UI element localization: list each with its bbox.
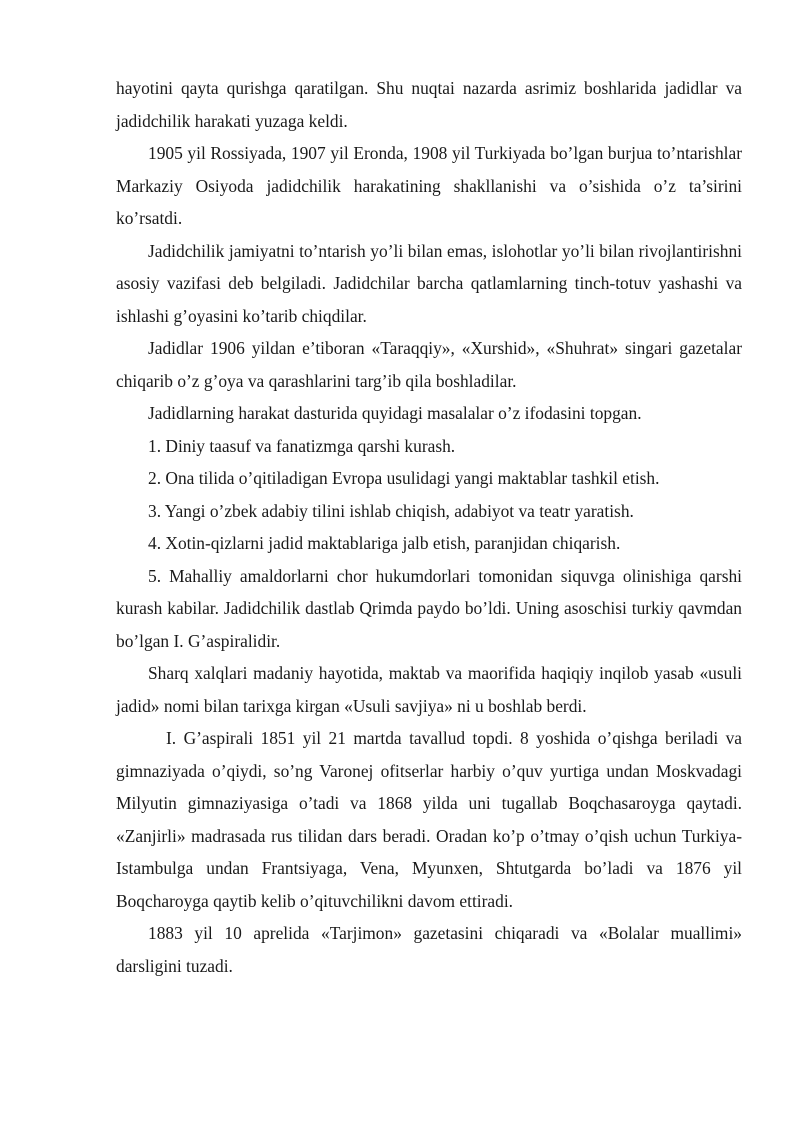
document-page — [116, 72, 742, 982]
paragraph-usuli-jadid: Sharq xalqlari madaniy hayotida, maktab va maorifida haqiqiy inqilob yasab «usuli jadid» nomi bilan tarixga kirgan «Usuli savjiya» ni u boshlab berdi. — [116, 663, 742, 716]
paragraph-tarjimon: 1883 yil 10 aprelida «Tarjimon» gazetasini chiqaradi va «Bolalar muallimi» darsligini tuzadi. — [116, 923, 742, 976]
paragraph-revolutions: 1905 yil Rossiyada, 1907 yil Eronda, 1908 yil Turkiyada bo’lgan burjua to’ntarishlar Markaziy Osiyoda jadidchilik harakatining shakllanishi va o’sishida o’z ta’sirini ko’rsatdi. — [116, 143, 742, 228]
list-item-2: 2. Ona tilida o’qitiladigan Evropa usulidagi yangi maktablar tashkil etish. — [148, 468, 660, 488]
list-item-4: 4. Xotin-qizlarni jadid maktablariga jalb etish, paranjidan chiqarish. — [148, 533, 621, 553]
list-item-1: 1. Diniy taasuf va fanatizmga qarshi kurash. — [148, 435, 456, 456]
paragraph-program-intro: Jadidlarning harakat dasturida quyidagi masalalar o’z ifodasini topgan. — [148, 403, 642, 423]
list-item-5: 5. Mahalliy amaldorlarni chor hukumdorlari tomonidan siquvga olinishiga qarshi kurash kabilar. Jadidchilik dastlab Qrimda paydo bo’ldi. Uning asoschisi turkiy qavmdan bo’lgan I. G’aspiralidir. — [116, 565, 742, 651]
list-item-3: 3. Yangi o’zbek adabiy tilini ishlab chiqish, adabiyot va teatr yaratish. — [148, 500, 634, 521]
paragraph-gaspirali-bio: I. G’aspirali 1851 yil 21 martda tavallud topdi. 8 yoshida o’qishga beriladi va gimnaziyada o’qiydi, so’ng Varonej ofitserlar harbiy o’quv yurtiga undan Moskvadagi Milyutin gimnaziyasiga o’tadi va 1868 yilda uni tugallab Boqchasaroyga qaytadi. «Zanjirli» madrasada rus tilidan dars beradi. Oradan ko’p o’tmay o’qish uchun Turkiya-Istambulga undan Frantsiyaga, Vena, Myunxen, Shtutgarda bo’ladi va 1876 yil Boqcharoyga qaytib kelib o’qituvchilikni davom ettiradi. — [116, 728, 742, 911]
paragraph-newspapers: Jadidlar 1906 yildan e’tiboran «Taraqqiy», «Xurshid», «Shuhrat» singari gazetalar chiqarib o’z g’oya va qarashlarini targ’ib qila boshladilar. — [116, 338, 742, 391]
paragraph-reforms: Jadidchilik jamiyatni to’ntarish yo’li bilan emas, islohotlar yo’li bilan rivojlantirishni asosiy vazifasi deb belgiladi. Jadidchilar barcha qatlamlarning tinch-totuv yashashi va ishlashi g’oyasini ko’tarib chiqdilar. — [116, 240, 742, 326]
paragraph-intro: hayotini qayta qurishga qaratilgan. Shu nuqtai nazarda asrimiz boshlarida jadidlar va jadidchilik harakati yuzaga keldi. — [116, 78, 742, 131]
